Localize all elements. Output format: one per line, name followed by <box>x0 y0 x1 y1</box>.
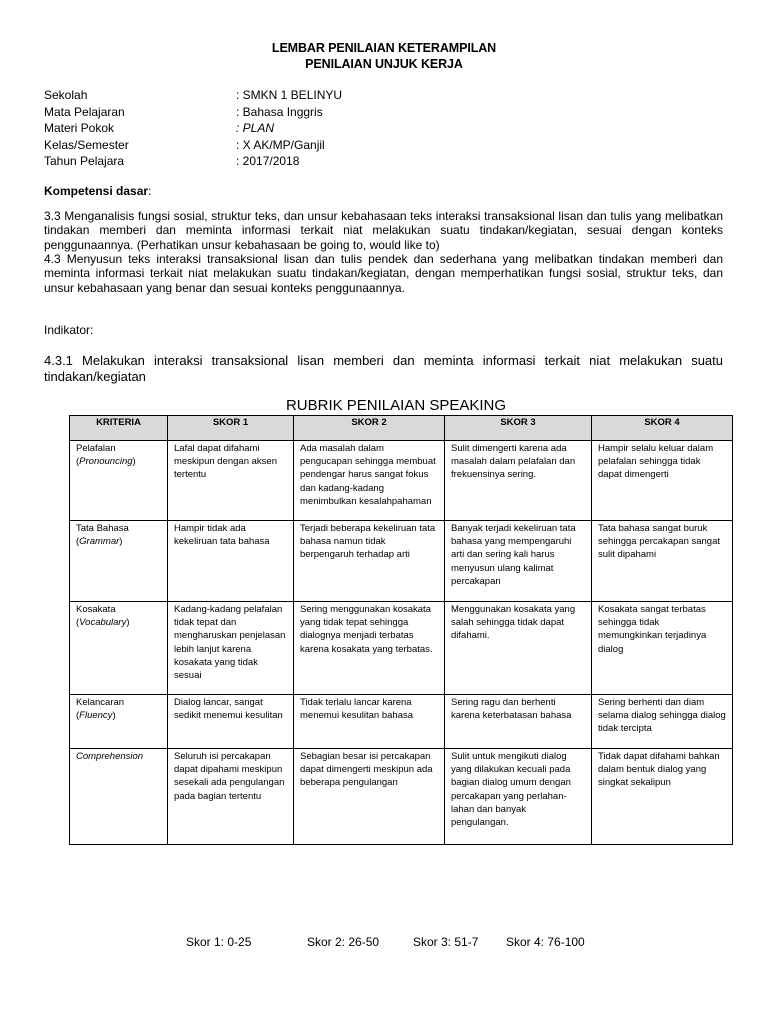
rubric-table <box>69 415 733 845</box>
score-cell: Lafal dapat difahami meskipun dengan aksen tertentu <box>168 441 294 521</box>
criterion-cell: Pelafalan (Pronouncing) <box>70 441 168 521</box>
criterion-cell: Comprehension <box>70 749 168 845</box>
document-title: LEMBAR PENILAIAN KETERAMPILAN <box>271 41 497 55</box>
info-label: Tahun Pelajara <box>44 154 125 168</box>
header-skor-4: SKOR 4 <box>592 416 733 441</box>
rubric-title: RUBRIK PENILAIAN SPEAKING <box>285 397 507 414</box>
info-row-mapel <box>44 104 342 121</box>
score-cell: Sering berhenti dan diam selama dialog sehingga dialog tidak tercipta <box>592 695 733 749</box>
criterion-name: Tata Bahasa <box>76 523 129 534</box>
score-range-2: Skor 2: 26-50 <box>307 935 380 949</box>
score-cell: Dialog lancar, sangat sedikit menemui kesulitan <box>168 695 294 749</box>
table-row <box>70 695 733 749</box>
score-cell: Sulit dimengerti karena ada masalah dalam pelafalan dan frekuensinya sering. <box>445 441 592 521</box>
criterion-cell: Kelancaran (Fluency) <box>70 695 168 749</box>
score-cell: Hampir tidak ada kekeliruan tata bahasa <box>168 521 294 602</box>
table-row <box>70 749 733 845</box>
info-value: : X AK/MP/Ganjil <box>236 137 325 152</box>
score-cell: Hampir selalu keluar dalam pelafalan sehingga tidak dapat dimengerti <box>592 441 733 521</box>
score-cell: Tidak terlalu lancar karena menemui kesulitan bahasa <box>294 695 445 749</box>
header-kriteria: KRITERIA <box>70 416 168 441</box>
header-skor-1: SKOR 1 <box>168 416 294 441</box>
criterion-english: Pronouncing <box>79 456 133 468</box>
kompetensi-colon: : <box>148 184 152 198</box>
info-row-tahun <box>44 153 342 170</box>
kd-4-3: 4.3 Menyusun teks interaksi transaksional lisan dan tulis pendek dan sederhana yang melibatkan tindakan memberi dan meminta informasi terkait niat melakukan suatu tindakan/kegiatan, dengan memperhatikan fungsi sosial, struktur teks, dan unsur kebahasaan yang benar dan sesuai konteks penggunaannya. <box>44 252 723 295</box>
indikator-label: Indikator: <box>44 323 94 337</box>
info-row-sekolah <box>44 87 342 104</box>
criterion-name: Kosakata <box>76 604 116 615</box>
info-label: Sekolah <box>44 88 88 102</box>
kompetensi-heading-text: Kompetensi dasar <box>44 184 149 198</box>
criterion-name: Pelafalan <box>76 443 116 454</box>
score-cell: Tidak dapat difahami bahkan dalam bentuk dialog yang singkat sekalipun <box>592 749 733 845</box>
score-cell: Ada masalah dalam pengucapan sehingga membuat pendengar harus sangat fokus dan kadang-kadang menimbulkan kesalahpahaman <box>294 441 445 521</box>
score-cell: Terjadi beberapa kekeliruan tata bahasa namun tidak berpengaruh terhadap arti <box>294 521 445 602</box>
info-value: : SMKN 1 BELINYU <box>236 88 343 102</box>
info-row-kelas <box>44 137 342 154</box>
score-cell: Banyak terjadi kekeliruan tata bahasa yang mempengaruhi arti dan sering kali harus menyusun ulang kalimat percakapan <box>445 521 592 602</box>
kd-3-3: 3.3 Menganalisis fungsi sosial, struktur teks, dan unsur kebahasaan teks interaksi transaksional lisan dan tulis yang melibatkan tindakan memberi dan meminta informasi terkait niat melakukan suatu tindakan/kegiatan, sesuai dengan konteks penggunaannya. (Perhatikan unsur kebahasaan be going to, would like to) <box>44 209 723 252</box>
table-row <box>70 602 733 695</box>
score-cell: Menggunakan kosakata yang salah sehingga tidak dapat difahami. <box>445 602 592 695</box>
score-cell: Sebagian besar isi percakapan dapat dimengerti meskipun ada beberapa pengulangan <box>294 749 445 845</box>
info-row-materi <box>44 120 342 137</box>
table-row <box>70 521 733 602</box>
score-cell: Seluruh isi percakapan dapat dipahami meskipun sesekali ada pengulangan pada bagian tertentu <box>168 749 294 845</box>
score-cell: Sering ragu dan berhenti karena keterbatasan bahasa <box>445 695 592 749</box>
identity-block <box>44 87 342 170</box>
info-value: : 2017/2018 <box>236 154 300 168</box>
rubric-header-row <box>70 416 733 441</box>
header-skor-2: SKOR 2 <box>294 416 445 441</box>
criterion-name: Kelancaran <box>76 697 125 708</box>
header-skor-3: SKOR 3 <box>445 416 592 441</box>
score-cell: Kadang-kadang pelafalan tidak tepat dan mengharuskan penjelasan lebih lanjut karena kosakata yang tidak sesuai <box>168 602 294 695</box>
score-cell: Sering menggunakan kosakata yang tidak tepat sehingga dialognya menjadi terbatas karena kosakata yang terbatas. <box>294 602 445 695</box>
criterion-cell: Tata Bahasa (Grammar) <box>70 521 168 602</box>
info-label: Mata Pelajaran <box>44 104 125 119</box>
criterion-cell: Kosakata (Vocabulary) <box>70 602 168 695</box>
criterion-english: Vocabulary <box>79 617 127 629</box>
indikator-text: 4.3.1 Melakukan interaksi transaksional lisan memberi dan meminta informasi terkait niat melakukan suatu tindakan/kegiatan <box>44 353 723 384</box>
document-subtitle: PENILAIAN UNJUK KERJA <box>305 57 463 71</box>
info-value: : PLAN <box>236 121 275 135</box>
score-range-4: Skor 4: 76-100 <box>506 935 585 949</box>
table-row <box>70 441 733 521</box>
criterion-english: Grammar <box>79 536 120 548</box>
score-range-1: Skor 1: 0-25 <box>186 935 252 949</box>
info-label: Kelas/Semester <box>44 137 129 152</box>
score-cell: Sulit untuk mengikuti dialog yang dilakukan kecuali pada bagian dialog umum dengan percakapan yang perlahan-lahan dan banyak pengulangan. <box>445 749 592 845</box>
info-label: Materi Pokok <box>44 121 115 135</box>
info-value: : Bahasa Inggris <box>236 104 323 119</box>
kompetensi-heading <box>44 184 723 198</box>
score-cell: Tata bahasa sangat buruk sehingga percakapan sangat sulit dipahami <box>592 521 733 602</box>
score-range-3: Skor 3: 51-7 <box>413 935 479 949</box>
score-cell: Kosakata sangat terbatas sehingga tidak memungkinkan terjadinya dialog <box>592 602 733 695</box>
criterion-english: Fluency <box>79 710 113 722</box>
